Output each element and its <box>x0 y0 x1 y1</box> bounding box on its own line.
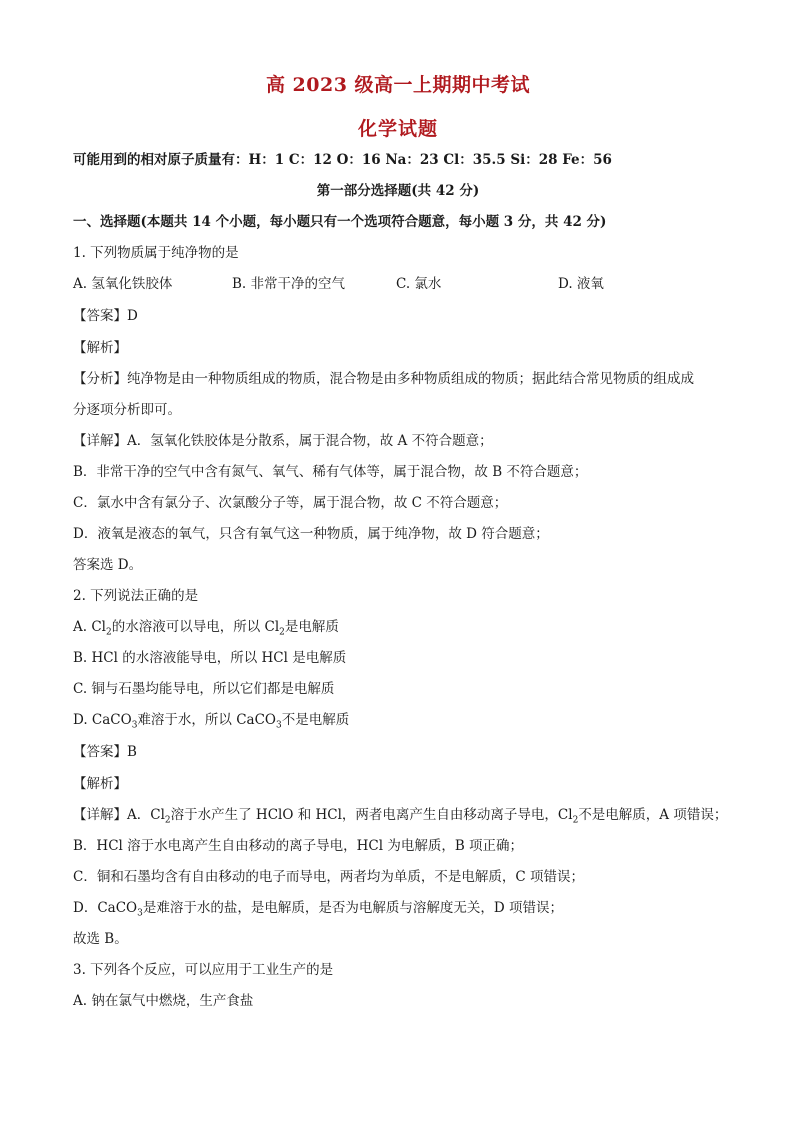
subscript: 2 <box>279 627 285 638</box>
subscript: 3 <box>131 720 138 731</box>
subscript: 3 <box>137 908 143 919</box>
q1-detail-c: C．氯水中含有氯分子、次氯酸分子等，属于混合物，故 C 不符合题意； <box>73 495 508 511</box>
q2-detail-b: B．HCl 溶于水电离产生自由移动的离子导电，HCl 为电解质，B 项正确； <box>73 838 524 854</box>
subscript: 2 <box>572 815 579 826</box>
exam-title: 高 2023 级高一上期期中考试 <box>265 74 531 96</box>
q2-option-a-part1: A. Cl <box>73 619 106 635</box>
q2-detail-a-part1: 【详解】A．Cl <box>73 807 165 823</box>
q2-detail-c: C．铜和石墨均含有自由移动的电子而导电，两者均为单质，不是电解质，C 项错误； <box>73 869 584 885</box>
q1-answer: 【答案】D <box>73 308 138 324</box>
part-title: 第一部分选择题(共 42 分) <box>316 183 480 199</box>
q2-stem: 2. 下列说法正确的是 <box>73 588 199 604</box>
q1-detail-a: 【详解】A．氢氧化铁胶体是分散系，属于混合物，故 A 不符合题意； <box>73 433 493 449</box>
q2-option-d-part3: 不是电解质 <box>281 712 350 728</box>
q1-option-a: A. 氢氧化铁胶体 <box>73 276 173 292</box>
q2-detail-a-part3: 不是电解质，A 项错误； <box>578 807 728 823</box>
q2-conclusion: 故选 B。 <box>73 931 128 947</box>
subscript: 3 <box>276 720 282 731</box>
q1-conclusion: 答案选 D。 <box>73 557 143 573</box>
q1-detail-b: B．非常干净的空气中含有氮气、氧气、稀有气体等，属于混合物，故 B 不符合题意； <box>73 464 588 480</box>
q1-stem: 1. 下列物质属于纯净物的是 <box>73 245 239 261</box>
q1-option-b: B. 非常干净的空气 <box>232 276 346 292</box>
exam-subtitle: 化学试题 <box>357 118 438 140</box>
q2-option-d-part1: D. CaCO <box>73 712 132 728</box>
q2-option-d-part2: 难溶于水，所以 CaCO <box>137 712 277 728</box>
q3-stem: 3. 下列各个反应，可以应用于工业生产的是 <box>73 962 334 978</box>
q2-analysis-label: 【解析】 <box>73 776 127 792</box>
q2-option-a-part2: 的水溶液可以导电，所以 Cl <box>111 619 280 635</box>
q2-option-c: C. 铜与石墨均能导电，所以它们都是电解质 <box>73 681 335 697</box>
subscript: 2 <box>164 815 171 826</box>
q2-detail-d-part1: D．CaCO <box>73 900 138 916</box>
q3-option-a: A. 钠在氯气中燃烧，生产食盐 <box>73 993 254 1009</box>
section-title: 一、选择题(本题共 14 个小题，每小题只有一个选项符合题意，每小题 3 分，共 42 分) <box>73 214 607 230</box>
subscript: 2 <box>105 627 112 638</box>
q2-detail-d-part2: 是难溶于水的盐，是电解质，是否为电解质与溶解度无关，D 项错误； <box>142 900 563 916</box>
q2-option-d <box>73 711 349 729</box>
q1-option-d: D. 液氧 <box>558 276 604 292</box>
q1-analysis-line-1: 【分析】纯净物是由一种物质组成的物质，混合物是由多种物质组成的物质；据此结合常见物质的组成成 <box>73 371 694 387</box>
q2-detail-d <box>73 899 563 917</box>
q2-detail-a <box>73 806 727 824</box>
q2-option-a <box>73 618 339 636</box>
q2-option-a-part3: 是电解质 <box>284 619 339 635</box>
q1-option-c: C. 氯水 <box>396 276 442 292</box>
q2-answer: 【答案】B <box>73 744 137 760</box>
q1-detail-d: D．液氧是液态的氧气，只含有氧气这一种物质，属于纯净物，故 D 符合题意； <box>73 526 549 542</box>
atomic-masses-line: 可能用到的相对原子质量有：H：1 C：12 O：16 Na：23 Cl：35.5 Si：28 Fe：56 <box>73 152 612 168</box>
q1-analysis-label: 【解析】 <box>73 340 127 356</box>
q2-option-b: B. HCl 的水溶液能导电，所以 HCl 是电解质 <box>73 650 347 666</box>
q1-analysis-line-2: 分逐项分析即可。 <box>73 402 181 418</box>
q2-detail-a-part2: 溶于水产生了 HClO 和 HCl，两者电离产生自由移动离子导电，Cl <box>170 807 573 823</box>
